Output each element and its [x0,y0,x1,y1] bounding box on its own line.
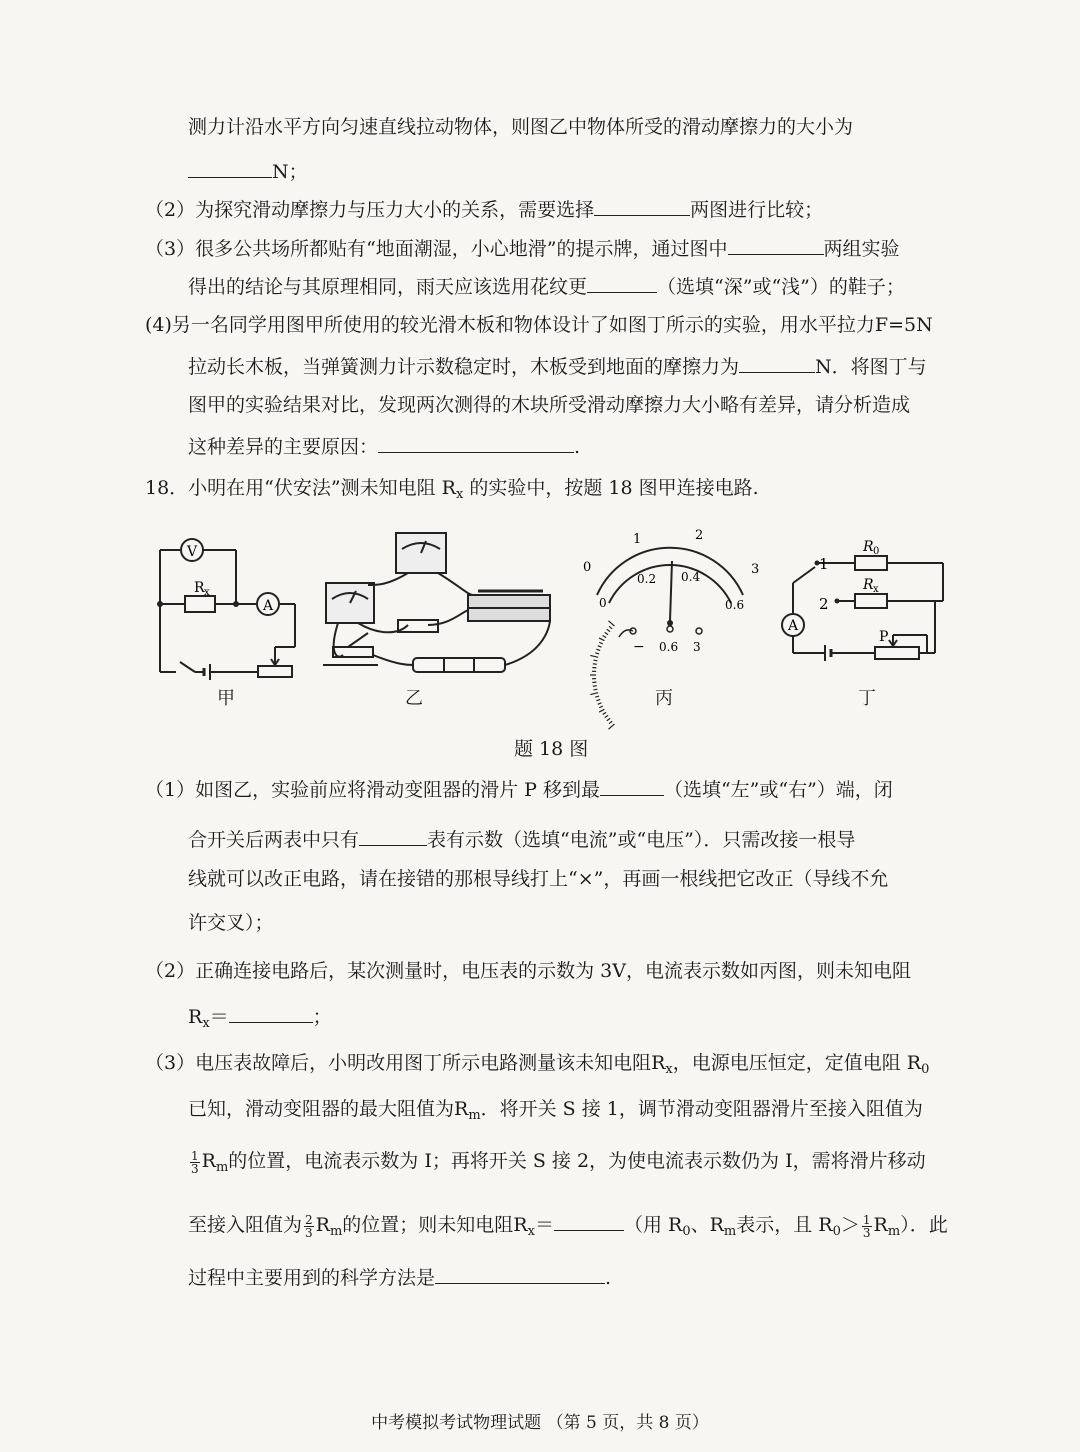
dial-tick [608,724,614,729]
subscript: 0 [921,1062,930,1077]
dial-tick [605,632,608,634]
answer-blank[interactable] [728,234,824,255]
dial-tick [598,703,602,705]
dial-bottom-label: 0 [599,596,607,610]
resistor-label: R [194,580,205,596]
r0-subscript: 0 [873,546,880,557]
text-line [188,866,888,892]
dial-tick [605,715,608,717]
text: 、R [690,1214,724,1236]
subscript: 0 [682,1224,691,1239]
voltmeter-label: V [186,544,198,560]
switch-position-label: 1 [819,555,829,573]
dial-tick [598,646,602,648]
text-line [145,195,823,223]
text: 线就可以改正电路，请在接错的那根导线打上“×”，再画一根线把它改正（导线不允 [188,868,889,890]
dial-bottom-label: 0.2 [637,572,657,586]
text: （1）如图乙，实验前应将滑动变阻器的滑片 P 移到最 [145,779,600,801]
text: （3）很多公共场所都贴有“地面潮湿，小心地滑”的提示牌，通过图中 [145,238,728,260]
text: 至接入阻值为 [188,1214,303,1236]
dial-tick [596,649,600,650]
text-line [145,1050,929,1083]
subscript: x [527,1224,535,1239]
dial-tick [608,621,614,626]
fraction: $\frac{1}{3}$ [191,1148,199,1176]
terminal-label: 3 [693,640,701,654]
text: （2）正确连接电路后，某次测量时，电压表的示数为 3V，电流表示数如丙图，则未知电阻 [145,960,911,982]
text: （用 R [623,1214,683,1236]
answer-blank[interactable] [587,272,657,293]
figure-caption: 题 18 图 [514,738,589,760]
text: 表示，且 R [736,1214,833,1236]
r0-label: R [863,539,874,555]
dial-tick [599,706,603,708]
text-line [188,1210,948,1245]
fraction: $\frac{1}{3}$ [862,1212,871,1240]
text: 表有示数（选填“电流”或“电压”）．只需改接一根导 [427,829,856,851]
dial-tick [590,693,598,695]
text: 的实验中，按题 18 图甲连接电路. [463,477,759,499]
text: 拉动长木板，当弹簧测力计示数稳定时，木板受到地面的摩擦力为 [188,356,740,378]
dial-tick [590,655,598,657]
question-18-title [145,475,759,508]
text: ＝ [534,1214,554,1236]
dial-tick [609,626,612,628]
circuit-jia [150,532,310,682]
answer-blank[interactable] [188,157,272,178]
circuit-ding [775,535,950,675]
text-line [188,352,927,380]
text-line [188,432,580,460]
text: (4)另一名同学用图甲所使用的较光滑木板和物体设计了如图丁所示的实验，用水平拉力F=5N [145,314,933,336]
dial-tick [607,718,610,720]
dial-tick [593,660,597,661]
text: N．将图丁与 [815,356,927,378]
text: （3）电压表故障后，小明改用图丁所示电路测量该未知电阻R [145,1052,666,1074]
text: 两组实验 [823,238,900,260]
subscript: m [215,1160,229,1175]
dial-bottom-label: 0.4 [681,570,701,584]
text: ＝ [209,1006,229,1028]
subscript: m [329,1224,343,1239]
dial-tick [609,721,612,723]
subscript: x [455,487,464,502]
rx-subscript: x [873,584,879,595]
text: R [201,1150,216,1172]
dial-tick [595,696,599,697]
text: ．将开关 S 接 1，调节滑动变阻器滑片至接入阻值为 [480,1098,923,1120]
subscript: x [202,1016,210,1031]
terminal-label: − [633,639,645,655]
switch-position-label: 2 [819,595,829,613]
apparatus-yi [318,525,558,685]
text-line [188,910,274,936]
text: 过程中主要用到的科学方法是 [188,1267,436,1289]
text: 得出的结论与其原理相同，雨天应该选用花纹更 [188,276,588,298]
text: 的位置；则未知电阻R [342,1214,528,1236]
dial-tick [593,686,597,687]
fraction: $\frac{2}{3}$ [305,1212,313,1240]
text-line [188,1096,923,1129]
slider-label: P [879,629,889,645]
text-line [145,958,911,984]
dial-tick [599,638,604,641]
text-line [188,157,308,185]
resistor-subscript: x [204,587,210,598]
text: 合开关后两表中只有 [188,829,360,851]
text-line [188,825,855,853]
text-line [145,234,900,262]
text: （选填“深”或“浅”）的鞋子； [657,276,905,298]
figure-label-bing: 丙 [655,688,673,709]
terminal-label: 0.6 [659,640,679,654]
text: N； [272,161,308,183]
text: 的位置，电流表示数为 I；再将开关 S 接 2，为使电流表示数仍为 I，需将滑片移动 [228,1150,926,1172]
answer-blank[interactable] [229,1002,313,1023]
text-line [188,114,853,140]
figure-label-ding: 丁 [858,688,876,709]
text-line [188,392,910,418]
answer-blank[interactable] [594,195,690,216]
dial-tick [607,629,610,631]
text-line [188,1002,332,1037]
text-line [188,1263,611,1291]
answer-blank[interactable] [554,1210,624,1231]
page-footer: 中考模拟考试物理试题 （第 5 页，共 8 页） [371,1413,709,1433]
dial-tick [603,712,606,714]
text: 这种差异的主要原因： [188,436,379,458]
subscript: m [468,1108,481,1123]
text: . [605,1267,612,1289]
text: ＞ [840,1214,860,1236]
dial-tick [599,709,604,712]
text: R [315,1214,330,1236]
answer-blank[interactable] [600,775,664,796]
answer-blank[interactable] [435,1263,605,1284]
text: ，电源电压恒定，定值电阻 R [672,1052,922,1074]
answer-blank[interactable] [739,352,815,373]
subscript: 0 [832,1224,841,1239]
subscript: m [887,1224,901,1239]
dial-top-label: 0 [583,560,592,575]
text: R [188,1006,203,1028]
text-line [145,775,893,803]
ammeter-dial-bing [575,525,765,665]
subscript: x [665,1062,673,1077]
rx-label: R [863,577,874,593]
ammeter-label: A [262,598,274,614]
text-line [188,272,905,300]
figure-label-jia: 甲 [217,688,235,709]
answer-blank[interactable] [359,825,427,846]
dial-tick [593,664,597,665]
dial-bottom-label: 0.6 [725,598,745,612]
text: R [873,1214,888,1236]
text: 18．小明在用“伏安法”测未知电阻 R [145,477,456,499]
dial-top-label: 2 [695,528,704,543]
text: 已知，滑动变阻器的最大阻值为R [188,1098,469,1120]
dial-tick [596,699,600,700]
text: 图甲的实验结果对比，发现两次测得的木块所受滑动摩擦力大小略有差异，请分析造成 [188,394,911,416]
text: （选填“左”或“右”）端，闭 [663,779,893,801]
answer-blank[interactable] [378,432,574,453]
text: 两图进行比较； [690,199,824,221]
dial-tick [599,642,603,644]
dial-tick [603,636,606,638]
dial-top-label: 1 [633,532,642,547]
dial-tick [593,689,597,690]
text: ； [312,1006,332,1028]
subscript: m [723,1224,737,1239]
dial-top-label: 3 [751,562,760,577]
ammeter-label: A [787,618,799,634]
text-line [188,1148,926,1181]
text-line [145,312,933,338]
text: （2）为探究滑动摩擦力与压力大小的关系，需要选择 [145,199,595,221]
text: 测力计沿水平方向匀速直线拉动物体，则图乙中物体所受的滑动摩擦力的大小为 [188,116,854,138]
text: ）．此 [900,1214,948,1236]
text: 许交叉）； [188,912,274,934]
text: . [574,436,581,458]
figure-label-yi: 乙 [405,688,423,709]
dial-tick [595,653,599,654]
